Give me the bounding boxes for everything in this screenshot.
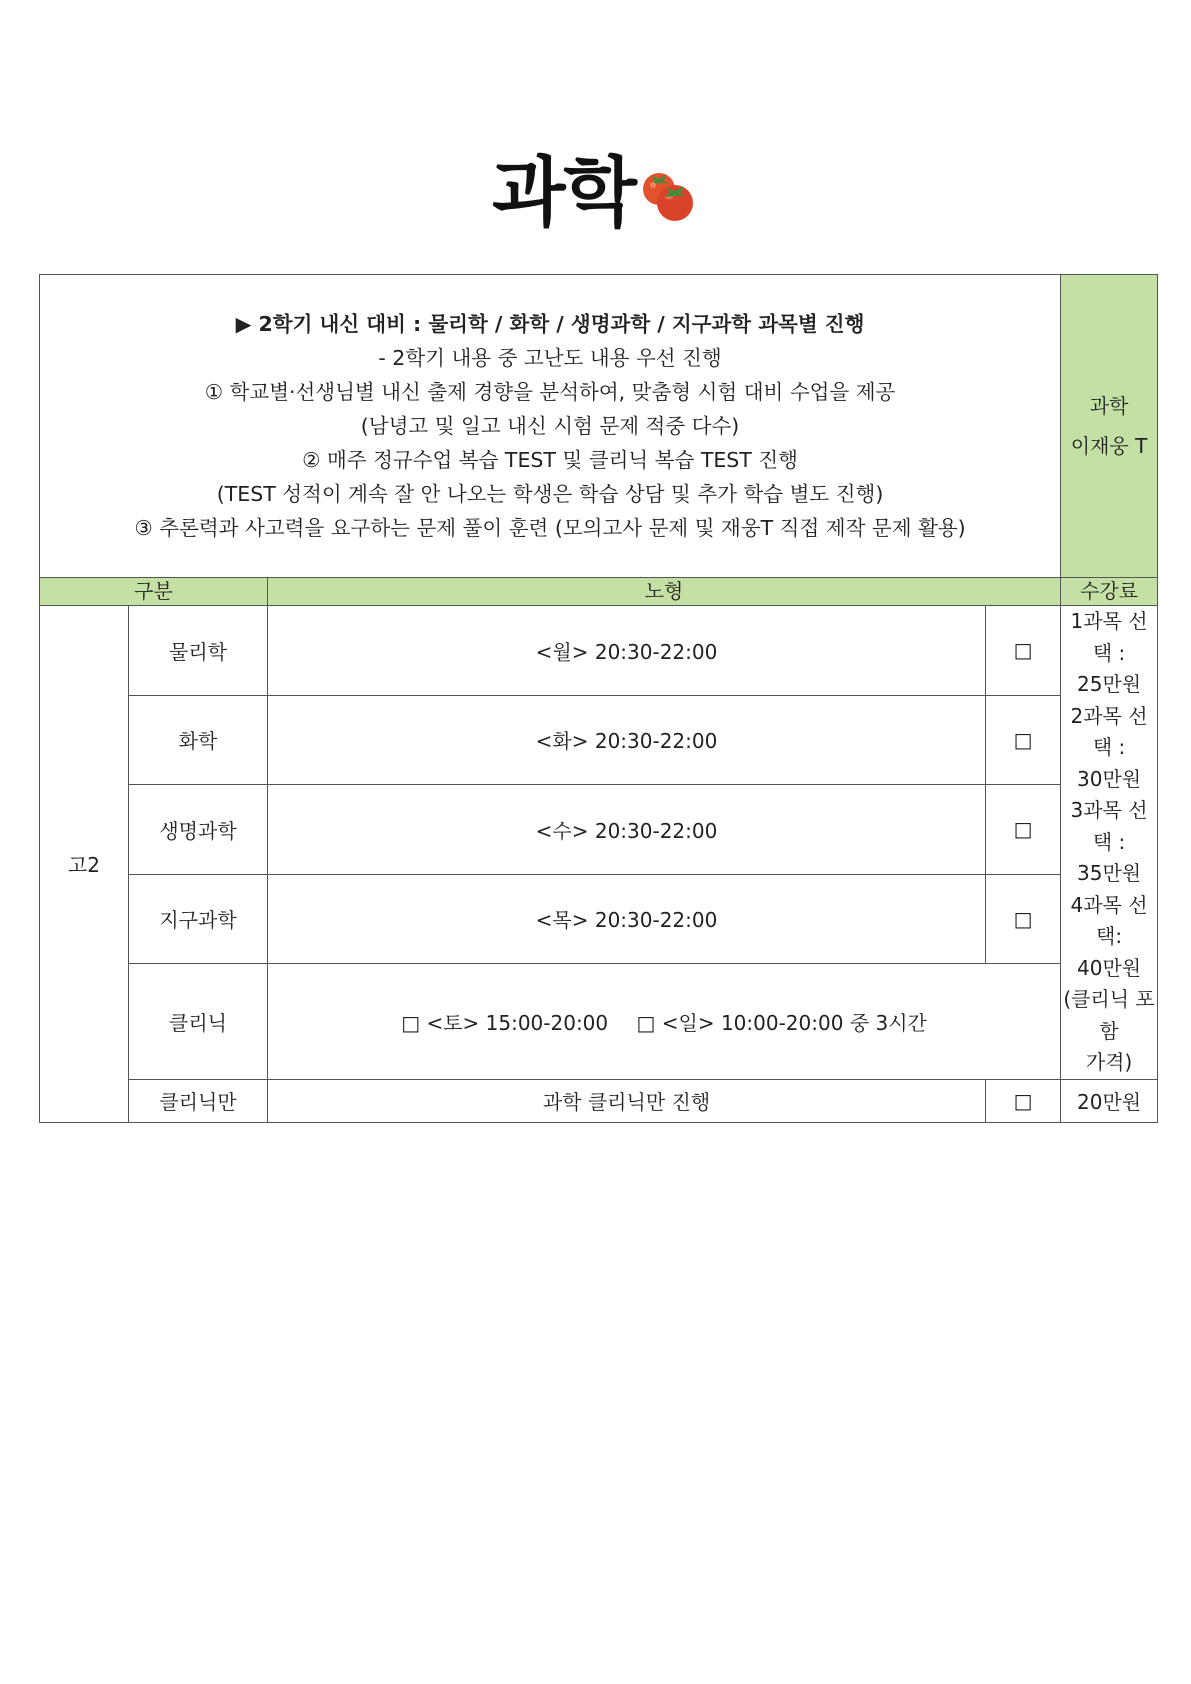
- clinic-suffix: 중 3시간: [849, 1010, 927, 1035]
- intro-line: - 2학기 내용 중 고난도 내용 우선 진행: [378, 346, 722, 370]
- schedule-table: [39, 274, 1158, 1123]
- checkbox-clinic-sun[interactable]: □: [636, 1010, 656, 1035]
- tomato-icon: [639, 165, 699, 225]
- page-title: [492, 148, 699, 237]
- subject-earth-science: 지구과학: [129, 874, 268, 964]
- intro-line: (남녕고 및 일고 내신 시험 문제 적중 다수): [360, 414, 740, 438]
- header-fee: 수강료: [1061, 578, 1158, 606]
- time-biology: <수> 20:30-22:00: [268, 785, 986, 875]
- subject-physics: 물리학: [129, 606, 268, 696]
- header-schedule: 노형: [268, 578, 1061, 606]
- grade-cell: 고2: [40, 606, 129, 1123]
- intro-line: ① 학교별·선생님별 내신 출제 경향을 분석하여, 맞춤형 시험 대비 수업을 제공: [204, 380, 896, 404]
- time-chemistry: <화> 20:30-22:00: [268, 695, 986, 785]
- intro-line: ② 매주 정규수업 복습 TEST 및 클리닉 복습 TEST 진행: [302, 448, 798, 472]
- intro-line: (TEST 성적이 계속 잘 안 나오는 학생은 학습 상담 및 추가 학습 별도 진행): [216, 482, 884, 506]
- intro-cell: [40, 275, 1061, 578]
- fee-clinic-only: 20만원: [1061, 1079, 1158, 1122]
- title-area: [0, 148, 1191, 237]
- checkbox-chemistry[interactable]: □: [986, 695, 1061, 785]
- fee-line: 25만원: [1077, 672, 1142, 696]
- clinic-option-sat: <토> 15:00-20:00: [426, 1010, 609, 1035]
- checkbox-earth-science[interactable]: □: [986, 874, 1061, 964]
- subject-biology: 생명과학: [129, 785, 268, 875]
- fee-line: 가격): [1085, 1050, 1133, 1074]
- fee-line: 4과목 선택:: [1070, 892, 1148, 948]
- fee-line: 35만원: [1077, 861, 1142, 885]
- teacher-cell: [1061, 275, 1158, 578]
- clinic-options: [268, 964, 1061, 1079]
- fee-line: 2과목 선택 :: [1070, 703, 1148, 759]
- header-category: 구분: [40, 578, 268, 606]
- fee-cell: [1061, 606, 1158, 1080]
- teacher-name: 이재웅 T: [1070, 434, 1148, 458]
- time-earth-science: <목> 20:30-22:00: [268, 874, 986, 964]
- time-physics: <월> 20:30-22:00: [268, 606, 986, 696]
- checkbox-clinic-only[interactable]: □: [986, 1079, 1061, 1122]
- intro-line: ③ 추론력과 사고력을 요구하는 문제 풀이 훈련 (모의고사 문제 및 재웅T 직접 제작 문제 활용): [134, 516, 966, 540]
- clinic-option-sun: <일> 10:00-20:00: [661, 1010, 844, 1035]
- clinic-only-description: 과학 클리닉만 진행: [268, 1079, 986, 1122]
- checkbox-physics[interactable]: □: [986, 606, 1061, 696]
- title-text: 과학: [492, 148, 635, 237]
- subject-clinic-only: 클리닉만: [129, 1079, 268, 1122]
- subject-chemistry: 화학: [129, 695, 268, 785]
- fee-line: 3과목 선택 :: [1070, 798, 1148, 854]
- checkbox-clinic-sat[interactable]: □: [401, 1010, 421, 1035]
- fee-line: 40만원: [1077, 955, 1142, 980]
- intro-heading: ▶ 2학기 내신 대비 : 물리학 / 화학 / 생명과학 / 지구과학 과목별 진행: [235, 312, 865, 336]
- fee-line: 30만원: [1077, 766, 1142, 791]
- fee-line: (클리닉 포함: [1063, 987, 1155, 1043]
- fee-line: 1과목 선택 :: [1070, 609, 1148, 665]
- checkbox-biology[interactable]: □: [986, 785, 1061, 875]
- teacher-subject: 과학: [1089, 394, 1129, 418]
- subject-clinic: 클리닉: [129, 964, 268, 1079]
